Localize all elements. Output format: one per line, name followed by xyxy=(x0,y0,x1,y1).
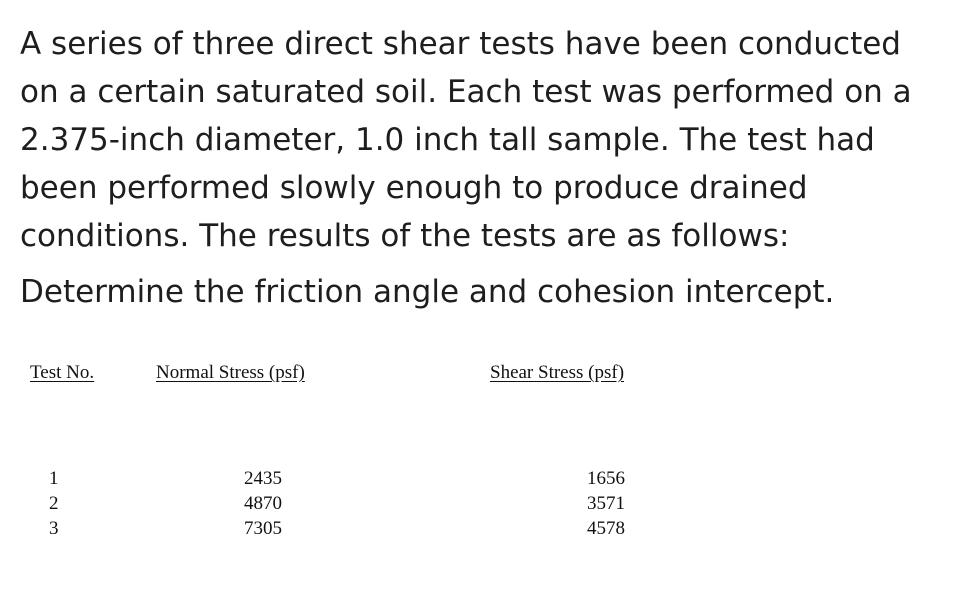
table-cell: 2435 xyxy=(244,468,282,489)
table-cell: 3 xyxy=(49,518,59,539)
column-normal-stress xyxy=(244,466,282,541)
header-shear-stress: Shear Stress (psf) xyxy=(490,362,625,383)
problem-line-4: been performed slowly enough to produce drained xyxy=(20,170,808,206)
table-cell: 4578 xyxy=(587,518,625,539)
column-shear-stress xyxy=(587,466,625,541)
problem-line-5: conditions. The results of the tests are as follows: xyxy=(20,218,790,254)
table-cell: 7305 xyxy=(244,518,282,539)
header-normal-stress: Normal Stress (psf) xyxy=(156,362,305,383)
table-cell: 1656 xyxy=(587,468,625,489)
problem-line-1: A series of three direct shear tests have been conducted xyxy=(20,26,901,62)
header-test-no: Test No. xyxy=(30,362,95,383)
table-cell: 3571 xyxy=(587,493,625,514)
problem-line-2: on a certain saturated soil. Each test was performed on a xyxy=(20,74,912,110)
table-cell: 2 xyxy=(49,493,59,514)
problem-line-3: 2.375-inch diameter, 1.0 inch tall sample. The test had xyxy=(20,122,875,158)
problem-question: Determine the friction angle and cohesion intercept. xyxy=(20,274,835,310)
table-cell: 4870 xyxy=(244,493,282,514)
column-test-no xyxy=(49,466,59,541)
table-cell: 1 xyxy=(49,468,59,489)
